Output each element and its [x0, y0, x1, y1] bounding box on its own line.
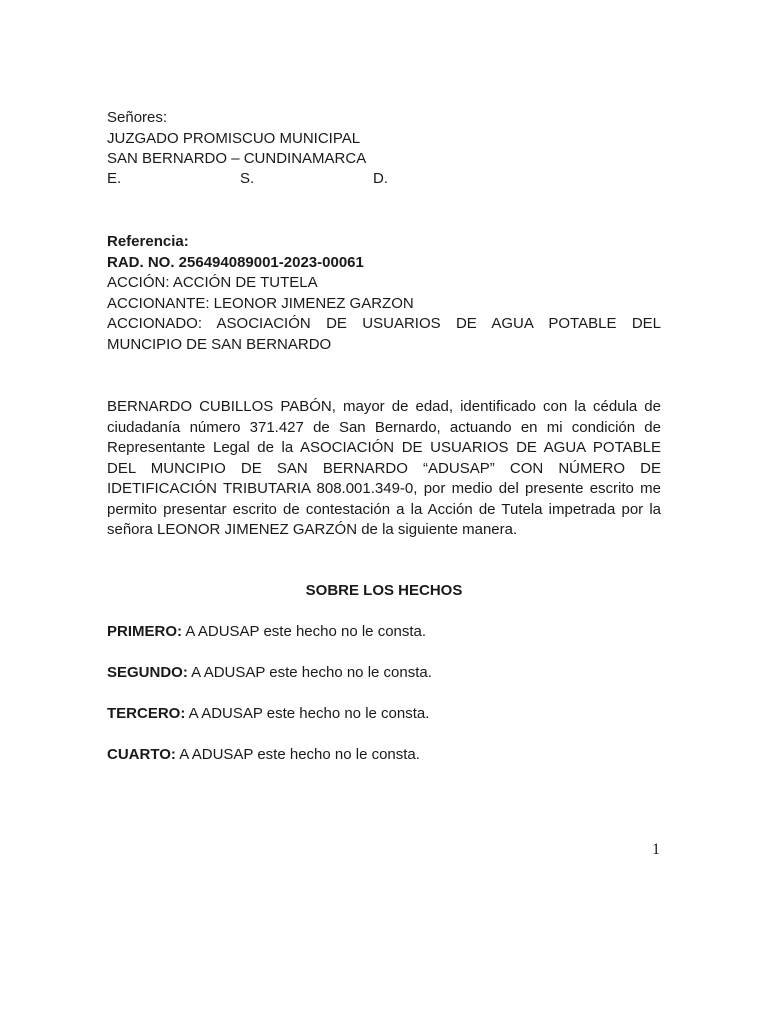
esd-s: S.	[240, 169, 255, 187]
hecho-item	[107, 745, 661, 765]
hecho-label: SEGUNDO:	[107, 664, 188, 681]
accionante-line: ACCIONANTE: LEONOR JIMENEZ GARZON	[107, 294, 414, 312]
court-name: JUZGADO PROMISCUO MUNICIPAL	[107, 129, 361, 147]
accionado-line	[107, 314, 661, 355]
hecho-item	[107, 704, 661, 724]
hecho-label: PRIMERO:	[107, 623, 182, 640]
page-number: 1	[652, 841, 660, 858]
body-line: permito presentar escrito de contestación a la Acción de Tutela impetrada por la	[107, 500, 661, 518]
body-line: DEL MUNCIPIO DE SAN BERNARDO “ADUSAP” CON NÚMERO DE	[107, 459, 661, 477]
accionado-line-1: ACCIONADO: ASOCIACIÓN DE USUARIOS DE AGUA POTABLE DEL	[107, 315, 661, 332]
hecho-text: A ADUSAP este hecho no le consta.	[175, 746, 420, 763]
reference-label: Referencia:	[107, 233, 189, 250]
body-paragraph	[107, 397, 661, 541]
body-line: ciudadanía número 371.427 de San Bernardo, actuando en mi condición de	[107, 418, 661, 436]
address-block	[107, 108, 661, 190]
hecho-text: A ADUSAP este hecho no le consta.	[185, 705, 430, 722]
accion-line: ACCIÓN: ACCIÓN DE TUTELA	[107, 274, 318, 291]
hecho-item	[107, 622, 661, 642]
court-location: SAN BERNARDO – CUNDINAMARCA	[107, 150, 367, 167]
radicado-number: RAD. NO. 256494089001-2023-00061	[107, 253, 364, 271]
body-line: BERNARDO CUBILLOS PABÓN, mayor de edad, identificado con la cédula de	[107, 398, 661, 415]
body-line: Representante Legal de la ASOCIACIÓN DE USUARIOS DE AGUA POTABLE	[107, 439, 661, 456]
salutation: Señores:	[107, 109, 168, 126]
hecho-item	[107, 663, 661, 683]
hecho-label: TERCERO:	[107, 705, 186, 722]
section-heading: SOBRE LOS HECHOS	[305, 582, 463, 599]
hecho-text: A ADUSAP este hecho no le consta.	[182, 623, 427, 640]
esd-d: D.	[373, 169, 388, 187]
reference-block	[107, 232, 661, 355]
hecho-text: A ADUSAP este hecho no le consta.	[187, 664, 432, 681]
body-line: señora LEONOR JIMENEZ GARZÓN de la siguiente manera.	[107, 521, 518, 538]
esd-e: E.	[107, 169, 122, 187]
esd-line	[107, 170, 661, 191]
hecho-label: CUARTO:	[107, 746, 176, 763]
accionado-line-2: MUNCIPIO DE SAN BERNARDO	[107, 335, 332, 353]
body-line: IDETIFICACIÓN TRIBUTARIA 808.001.349-0, por medio del presente escrito me	[107, 480, 661, 497]
